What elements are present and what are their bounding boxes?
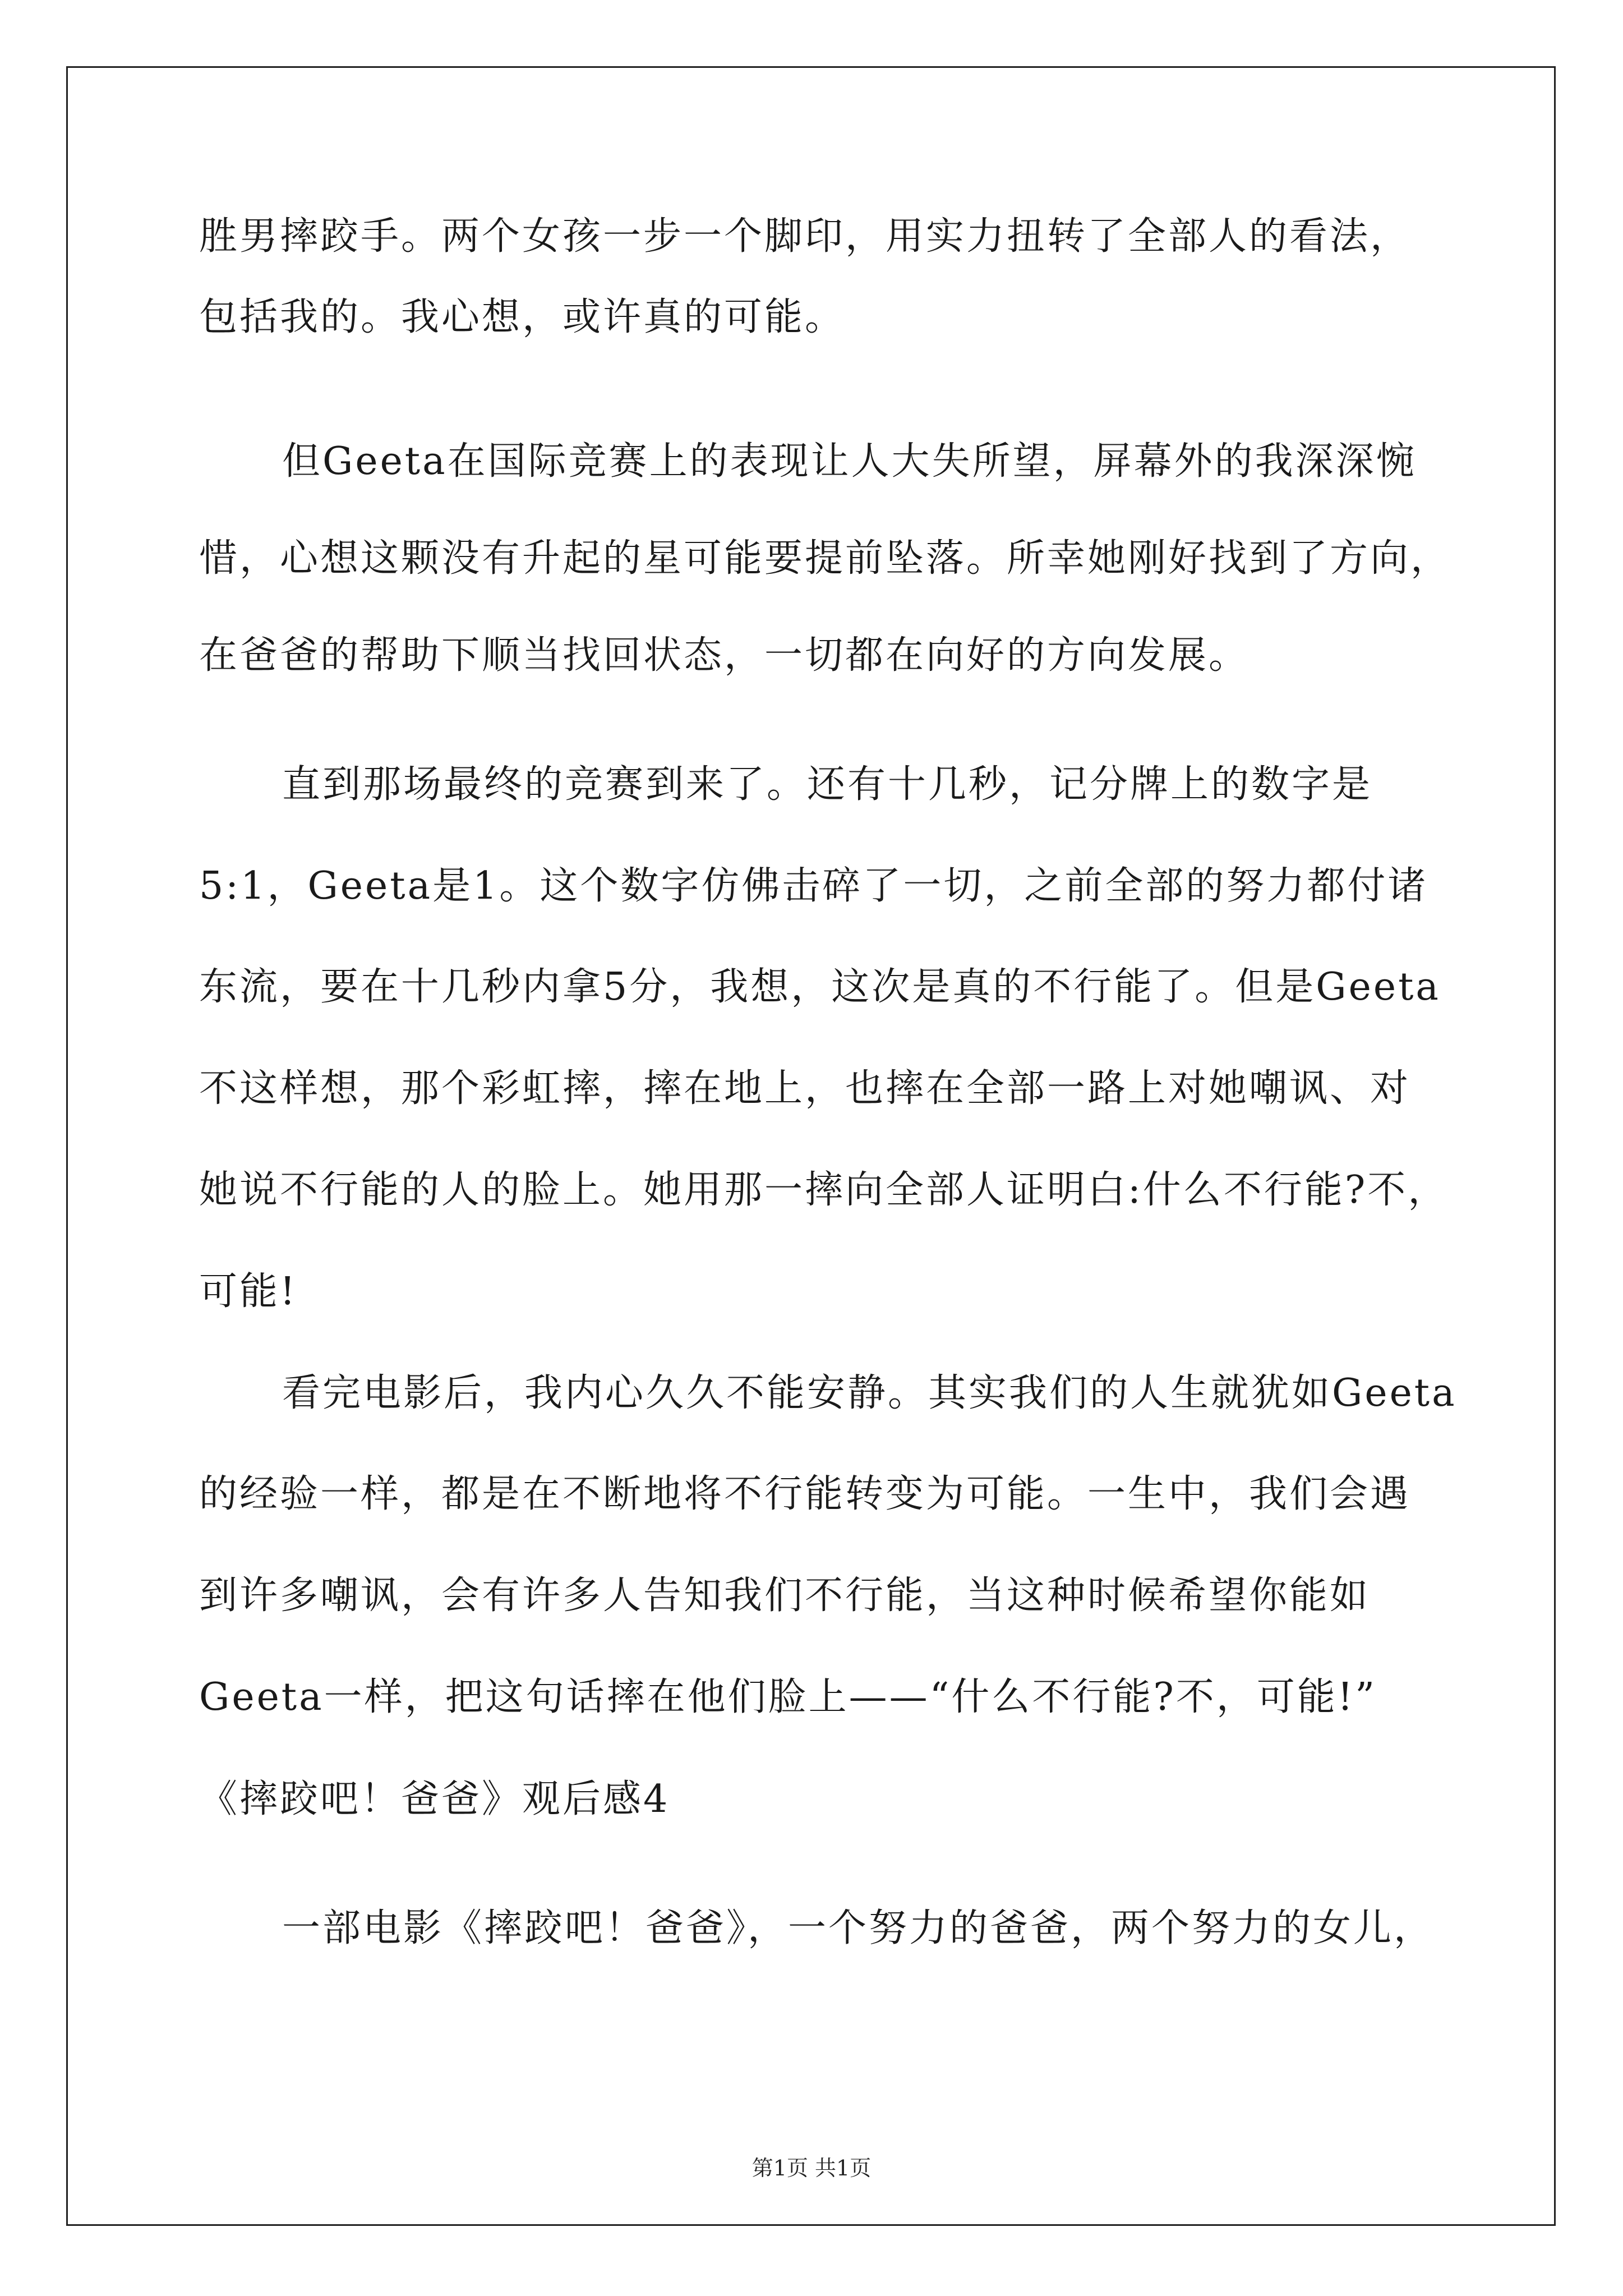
text-line: 不这样想，那个彩虹摔，摔在地上，也摔在全部一路上对她嘲讽、对 (199, 1066, 1411, 1111)
text-line: Geeta一样，把这句话摔在他们脸上——“什么不行能?不，可能!” (199, 1675, 1377, 1719)
paragraph-first-line: 看完电影后，我内心久久不能安静。其实我们的人生就犹如Geeta (282, 1371, 1457, 1415)
text-line: 在爸爸的帮助下顺当找回状态，一切都在向好的方向发展。 (199, 633, 1249, 678)
text-line: 包括我的。我心想，或许真的可能。 (199, 295, 846, 339)
page-number-footer: 第1页 共1页 (751, 2156, 872, 2180)
text-line: 胜男摔跤手。两个女孩一步一个脚印，用实力扭转了全部人的看法， (199, 214, 1411, 259)
text-line: 她说不行能的人的脸上。她用那一摔向全部人证明白:什么不行能?不， (199, 1168, 1449, 1212)
text-line: 到许多嘲讽，会有许多人告知我们不行能，当这种时候希望你能如 (199, 1573, 1371, 1618)
section-heading: 《摔跤吧！爸爸》观后感4 (199, 1777, 670, 1821)
text-line: 可能! (199, 1269, 298, 1314)
text-line: 东流，要在十几秒内拿5分，我想，这次是真的不行能了。但是Geeta (199, 965, 1441, 1009)
text-line: 惜，心想这颗没有升起的星可能要提前坠落。所幸她刚好找到了方向， (199, 536, 1451, 581)
paragraph-first-line: 但Geeta在国际竞赛上的表现让人大失所望，屏幕外的我深深惋 (282, 439, 1417, 484)
paragraph-first-line: 一部电影《摔跤吧！爸爸》，一个努力的爸爸，两个努力的女儿， (282, 1906, 1435, 1950)
paragraph-first-line: 直到那场最终的竞赛到来了。还有十几秒，记分牌上的数字是 (282, 762, 1373, 807)
text-line: 的经验一样，都是在不断地将不行能转变为可能。一生中，我们会遇 (199, 1472, 1411, 1516)
text-line: 5:1，Geeta是1。这个数字仿佛击碎了一切，之前全部的努力都付诸 (199, 864, 1428, 908)
